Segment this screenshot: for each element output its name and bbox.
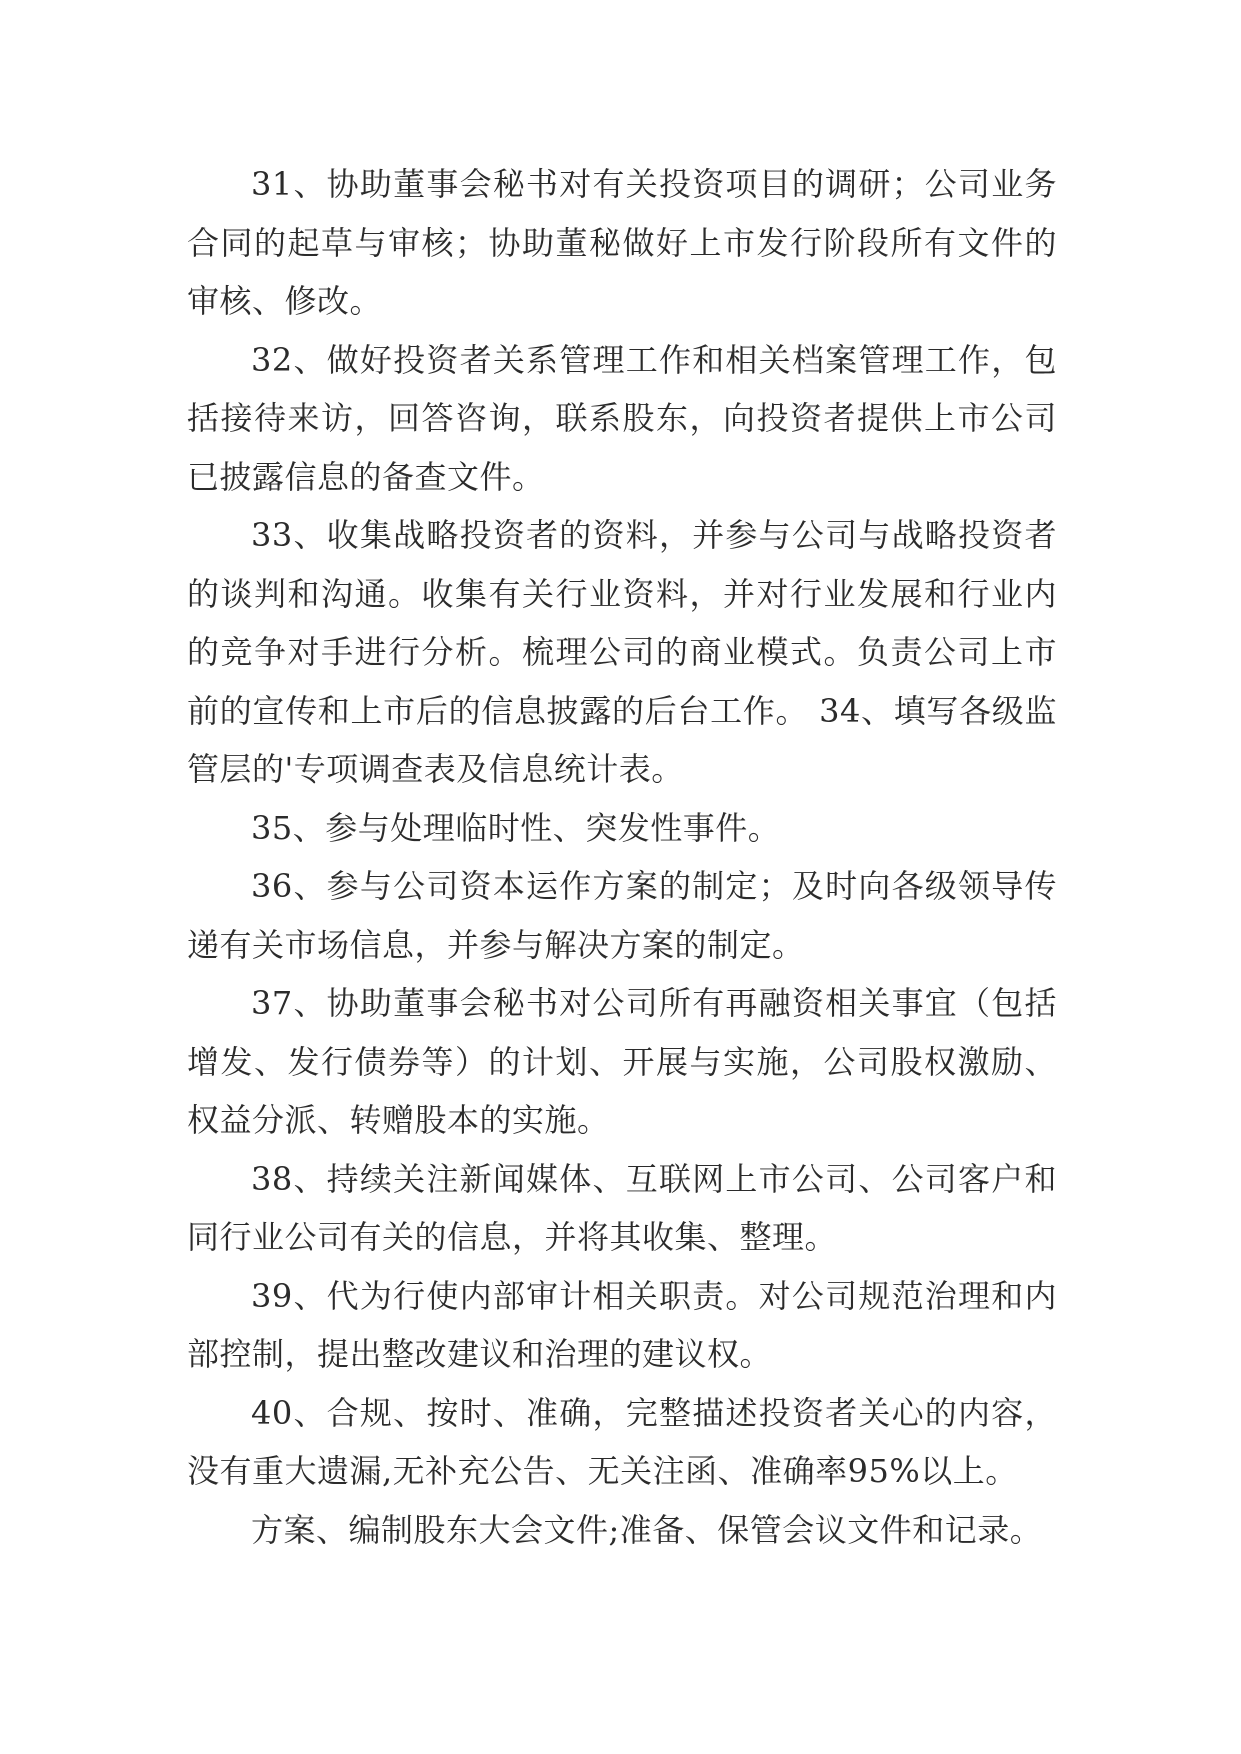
paragraph-39: 39、代为行使内部审计相关职责。对公司规范治理和内部控制，提出整改建议和治理的建议权。 bbox=[187, 1276, 1057, 1373]
paragraph-35: 35、参与处理临时性、突发性事件。 bbox=[251, 808, 781, 847]
paragraph-36: 36、参与公司资本运作方案的制定；及时向各级领导传递有关市场信息，并参与解决方案的制定。 bbox=[187, 867, 1057, 964]
paragraph-32: 32、做好投资者关系管理工作和相关档案管理工作，包括接待来访，回答咨询，联系股东，向投资者提供上市公司已披露信息的备查文件。 bbox=[187, 340, 1057, 496]
paragraph-31: 31、协助董事会秘书对有关投资项目的调研；公司业务合同的起草与审核；协助董秘做好上市发行阶段所有文件的审核、修改。 bbox=[187, 165, 1057, 320]
paragraph-38: 38、持续关注新闻媒体、互联网上市公司、公司客户和同行业公司有关的信息，并将其收集、整理。 bbox=[187, 1159, 1057, 1256]
paragraph-final: 方案、编制股东大会文件;准备、保管会议文件和记录。 bbox=[251, 1510, 1043, 1549]
paragraph-33-34: 33、收集战略投资者的资料，并参与公司与战略投资者的谈判和沟通。收集有关行业资料，并对行业发展和行业内的竞争对手进行分析。梳理公司的商业模式。负责公司上市前的宣传和上市后的信息披露的后台工作。 34、填写各级监管层的'专项调查表及信息统计表。 bbox=[187, 516, 1057, 788]
paragraph-40: 40、合规、按时、准确，完整描述投资者关心的内容，没有重大遗漏,无补充公告、无关注函、准确率95%以上。 bbox=[187, 1393, 1057, 1490]
document-body bbox=[187, 155, 1057, 1559]
paragraph-37: 37、协助董事会秘书对公司所有再融资相关事宜（包括增发、发行债券等）的计划、开展与实施，公司股权激励、权益分派、转赠股本的实施。 bbox=[187, 984, 1057, 1139]
